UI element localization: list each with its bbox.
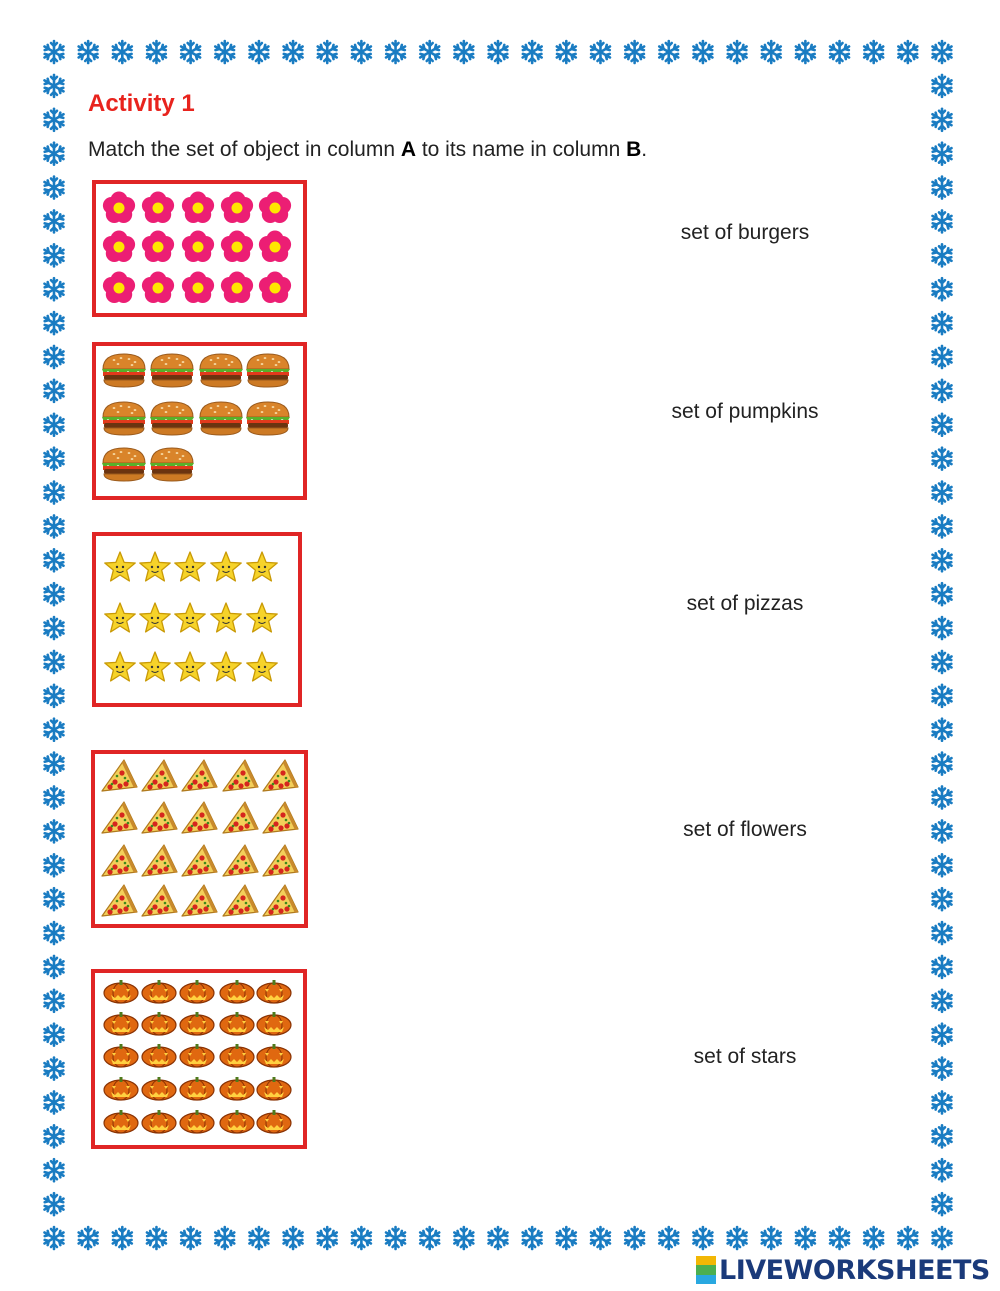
snowflake-icon xyxy=(45,41,64,63)
snowflake-icon xyxy=(45,312,64,334)
snowflake-icon xyxy=(45,482,64,504)
snowflake-icon xyxy=(45,1193,64,1215)
snowflake-icon xyxy=(386,1227,405,1249)
pumpkin-icon xyxy=(104,980,138,1003)
snowflake-icon xyxy=(45,1159,64,1181)
snowflake-icon xyxy=(113,41,132,63)
star-icon xyxy=(175,652,205,681)
pizza-slice-icon xyxy=(142,885,177,916)
pizza-slice-icon xyxy=(223,885,258,916)
snowflake-icon xyxy=(45,820,64,842)
snowflake-icon xyxy=(45,651,64,673)
snowflake-icon xyxy=(45,956,64,978)
flower-icon xyxy=(103,192,135,223)
pumpkin-icon xyxy=(220,980,254,1003)
snowflake-icon xyxy=(79,41,98,63)
snowflake-icon xyxy=(796,1227,815,1249)
snowflake-icon xyxy=(113,1227,132,1249)
snowflake-icon xyxy=(489,41,508,63)
burger-icon xyxy=(102,448,146,481)
snowflake-icon xyxy=(933,41,952,63)
pumpkin-icon xyxy=(180,980,214,1003)
snowflake-icon xyxy=(45,1058,64,1080)
name-label-burgers[interactable]: set of burgers xyxy=(680,221,810,244)
pumpkin-icon xyxy=(142,1012,176,1035)
snowflake-icon xyxy=(659,1227,678,1249)
snowflake-icon xyxy=(45,888,64,910)
snowflake-icon xyxy=(45,854,64,876)
pizza-slice-icon xyxy=(182,845,217,876)
snowflake-icon xyxy=(933,1058,952,1080)
burger-icon xyxy=(199,354,243,387)
snowflake-icon xyxy=(557,1227,576,1249)
snowflake-icon xyxy=(933,1193,952,1215)
snowflake-icon xyxy=(489,1227,508,1249)
snowflake-icon xyxy=(45,1227,64,1249)
name-label-pizzas[interactable]: set of pizzas xyxy=(686,592,804,615)
snowflake-icon xyxy=(933,515,952,537)
pumpkin-icon xyxy=(104,1012,138,1035)
snowflake-icon xyxy=(45,414,64,436)
pumpkin-icon xyxy=(180,1012,214,1035)
snowflake-icon xyxy=(933,482,952,504)
snowflake-icon xyxy=(45,346,64,368)
star-icon xyxy=(247,552,277,581)
star-icon xyxy=(247,603,277,632)
pumpkin-icon xyxy=(104,1110,138,1133)
flower-icon xyxy=(221,272,253,303)
flower-icon xyxy=(259,192,291,223)
star-icon xyxy=(105,652,135,681)
snowflake-icon xyxy=(898,1227,917,1249)
snowflake-icon xyxy=(45,1125,64,1147)
snowflake-icon xyxy=(933,109,952,131)
snowflake-icon xyxy=(864,41,883,63)
pizza-slice-icon xyxy=(223,760,258,791)
snowflake-icon xyxy=(933,685,952,707)
snowflake-icon xyxy=(933,549,952,571)
snowflake-icon xyxy=(933,786,952,808)
flower-set-box[interactable] xyxy=(92,180,307,317)
snowflake-icon xyxy=(933,753,952,775)
snowflake-icon xyxy=(352,1227,371,1249)
instruction-text: Match the set of object in column A to its name in column B. xyxy=(88,138,648,161)
flower-icon xyxy=(259,272,291,303)
snowflake-icon xyxy=(933,651,952,673)
snowflake-icon xyxy=(659,41,678,63)
star-icon xyxy=(247,652,277,681)
snowflake-icon xyxy=(318,41,337,63)
burger-icon xyxy=(246,354,290,387)
pumpkin-set-box[interactable] xyxy=(91,969,307,1149)
flower-icon xyxy=(221,192,253,223)
flower-icon xyxy=(103,231,135,262)
snowflake-icon xyxy=(933,143,952,165)
burger-icon xyxy=(102,402,146,435)
burger-icon xyxy=(199,402,243,435)
flower-icon xyxy=(142,192,174,223)
snowflake-icon xyxy=(933,278,952,300)
pizza-slice-icon xyxy=(182,760,217,791)
snowflake-icon xyxy=(45,1091,64,1113)
burger-icon xyxy=(102,354,146,387)
pumpkin-icon xyxy=(104,1044,138,1067)
pumpkin-icon xyxy=(104,1077,138,1100)
snowflake-icon xyxy=(933,380,952,402)
pumpkin-icon xyxy=(257,1012,291,1035)
snowflake-icon xyxy=(420,41,439,63)
pumpkin-icon xyxy=(142,1044,176,1067)
snowflake-icon xyxy=(249,1227,268,1249)
pumpkin-icon xyxy=(220,1012,254,1035)
pumpkin-icon xyxy=(220,1077,254,1100)
snowflake-icon xyxy=(352,41,371,63)
snowflake-icon xyxy=(45,515,64,537)
snowflake-icon xyxy=(933,177,952,199)
pumpkin-icon xyxy=(220,1110,254,1133)
snowflake-icon xyxy=(830,41,849,63)
name-label-pumpkins[interactable]: set of pumpkins xyxy=(671,400,819,423)
burger-set-box[interactable] xyxy=(92,342,307,500)
snowflake-icon xyxy=(933,1024,952,1046)
pumpkin-icon xyxy=(142,980,176,1003)
pizza-slice-icon xyxy=(263,802,298,833)
snowflake-icon xyxy=(45,922,64,944)
snowflake-icon xyxy=(762,1227,781,1249)
snowflake-icon xyxy=(454,41,473,63)
snowflake-icon xyxy=(318,1227,337,1249)
snowflake-icon xyxy=(933,346,952,368)
snowflake-icon xyxy=(933,448,952,470)
snowflake-icon xyxy=(933,888,952,910)
star-icon xyxy=(140,552,170,581)
snowflake-icon xyxy=(933,956,952,978)
snowflake-icon xyxy=(420,1227,439,1249)
snowflake-icon xyxy=(45,109,64,131)
snowflake-icon xyxy=(215,41,234,63)
star-icon xyxy=(105,603,135,632)
burger-icon xyxy=(150,354,194,387)
star-icon xyxy=(175,552,205,581)
snowflake-icon xyxy=(933,820,952,842)
pizza-slice-icon xyxy=(223,802,258,833)
snowflake-icon xyxy=(523,1227,542,1249)
pizza-slice-icon xyxy=(182,885,217,916)
name-label-stars[interactable]: set of stars xyxy=(693,1045,797,1068)
snowflake-icon xyxy=(181,41,200,63)
liveworksheets-logo-icon xyxy=(696,1256,716,1284)
flower-icon xyxy=(103,272,135,303)
snowflake-icon xyxy=(933,244,952,266)
snowflake-icon xyxy=(625,1227,644,1249)
snowflake-icon xyxy=(933,922,952,944)
snowflake-icon xyxy=(933,75,952,97)
snowflake-icon xyxy=(45,210,64,232)
pumpkin-icon xyxy=(257,1110,291,1133)
pizza-slice-icon xyxy=(223,845,258,876)
snowflake-icon xyxy=(523,41,542,63)
pumpkin-icon xyxy=(142,1077,176,1100)
pumpkin-icon xyxy=(257,1077,291,1100)
pumpkin-icon xyxy=(180,1077,214,1100)
pizza-slice-icon xyxy=(263,885,298,916)
snowflake-icon xyxy=(933,414,952,436)
brand-name: LIVEWORKSHEETS xyxy=(719,1254,990,1286)
pizza-slice-icon xyxy=(182,802,217,833)
snowflake-icon xyxy=(45,75,64,97)
snowflake-icon xyxy=(933,854,952,876)
snowflake-icon xyxy=(933,1227,952,1249)
snowflake-icon xyxy=(45,244,64,266)
snowflake-icon xyxy=(45,380,64,402)
snowflake-icon xyxy=(830,1227,849,1249)
pumpkin-icon xyxy=(257,980,291,1003)
snowflake-icon xyxy=(45,143,64,165)
snowflake-icon xyxy=(591,41,610,63)
pizza-set-box[interactable] xyxy=(91,750,308,928)
snowflake-icon xyxy=(45,990,64,1012)
pizza-slice-icon xyxy=(102,760,137,791)
snowflake-icon xyxy=(45,549,64,571)
snowflake-icon xyxy=(693,1227,712,1249)
star-icon xyxy=(211,652,241,681)
pizza-slice-icon xyxy=(263,845,298,876)
snowflake-icon xyxy=(591,1227,610,1249)
burger-icon xyxy=(150,402,194,435)
pumpkin-icon xyxy=(180,1110,214,1133)
pizza-slice-icon xyxy=(102,845,137,876)
flower-icon xyxy=(142,272,174,303)
snowflake-icon xyxy=(79,1227,98,1249)
liveworksheets-logo xyxy=(696,1254,990,1286)
snowflake-icon xyxy=(45,1024,64,1046)
snowflake-icon xyxy=(147,1227,166,1249)
snowflake-icon xyxy=(796,41,815,63)
flower-icon xyxy=(142,231,174,262)
snowflake-icon xyxy=(933,312,952,334)
burger-icon xyxy=(150,448,194,481)
pizza-slice-icon xyxy=(142,802,177,833)
snowflake-icon xyxy=(249,41,268,63)
star-icon xyxy=(140,603,170,632)
pizza-slice-icon xyxy=(142,845,177,876)
snowflake-icon xyxy=(898,41,917,63)
flower-icon xyxy=(182,192,214,223)
star-icon xyxy=(140,652,170,681)
snowflake-icon xyxy=(45,786,64,808)
snowflake-icon xyxy=(728,41,747,63)
burger-icon xyxy=(246,402,290,435)
activity-title: Activity 1 xyxy=(88,90,195,117)
pizza-slice-icon xyxy=(102,885,137,916)
flower-icon xyxy=(221,231,253,262)
star-set-box[interactable] xyxy=(92,532,302,707)
snowflake-icon xyxy=(625,41,644,63)
snowflake-icon xyxy=(45,278,64,300)
snowflake-icon xyxy=(557,41,576,63)
snowflake-icon xyxy=(454,1227,473,1249)
snowflake-icon xyxy=(284,1227,303,1249)
snowflake-icon xyxy=(181,1227,200,1249)
snowflake-icon xyxy=(45,719,64,741)
snowflake-icon xyxy=(762,41,781,63)
star-icon xyxy=(211,603,241,632)
snowflake-icon xyxy=(933,1125,952,1147)
snowflake-icon xyxy=(45,685,64,707)
snowflake-icon xyxy=(147,41,166,63)
star-icon xyxy=(175,603,205,632)
pumpkin-icon xyxy=(180,1044,214,1067)
snowflake-icon xyxy=(386,41,405,63)
snowflake-icon xyxy=(45,177,64,199)
snowflake-icon xyxy=(933,210,952,232)
snowflake-icon xyxy=(864,1227,883,1249)
snowflake-icon xyxy=(45,617,64,639)
pumpkin-icon xyxy=(257,1044,291,1067)
snowflake-icon xyxy=(933,583,952,605)
pizza-slice-icon xyxy=(142,760,177,791)
snowflake-icon xyxy=(45,753,64,775)
snowflake-icon xyxy=(45,448,64,470)
flower-icon xyxy=(259,231,291,262)
star-icon xyxy=(105,552,135,581)
snowflake-icon xyxy=(933,617,952,639)
snowflake-icon xyxy=(693,41,712,63)
name-label-flowers[interactable]: set of flowers xyxy=(683,818,807,841)
snowflake-icon xyxy=(45,583,64,605)
pumpkin-icon xyxy=(220,1044,254,1067)
pizza-slice-icon xyxy=(102,802,137,833)
pumpkin-icon xyxy=(142,1110,176,1133)
snowflake-icon xyxy=(215,1227,234,1249)
snowflake-icon xyxy=(728,1227,747,1249)
flower-icon xyxy=(182,272,214,303)
flower-icon xyxy=(182,231,214,262)
snowflake-icon xyxy=(284,41,303,63)
snowflake-icon xyxy=(933,719,952,741)
snowflake-icon xyxy=(933,990,952,1012)
snowflake-icon xyxy=(933,1091,952,1113)
star-icon xyxy=(211,552,241,581)
snowflake-icon xyxy=(933,1159,952,1181)
pizza-slice-icon xyxy=(263,760,298,791)
